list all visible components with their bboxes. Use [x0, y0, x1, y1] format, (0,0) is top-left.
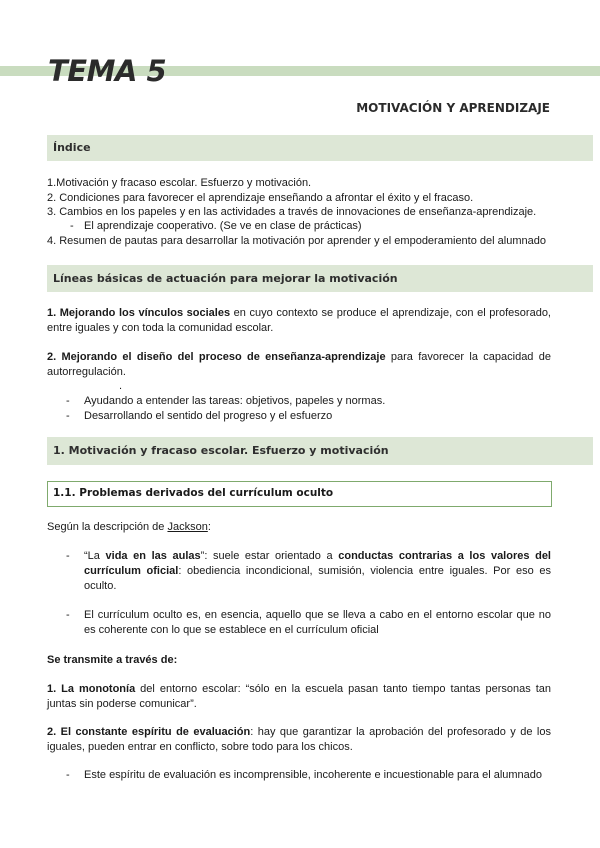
b1-part-b: vida en las aulas [105, 550, 201, 562]
section-indice [47, 135, 593, 161]
index-item-4: 4. Resumen de pautas para desarrollar la motivación por aprender y el empoderamiento del alumnado [47, 235, 546, 247]
lineas-p2-text: para favorecer la capacidad de autorregulación. [47, 351, 551, 378]
evaluacion-bold: 2. El constante espíritu de evaluación [47, 726, 251, 738]
evaluacion-text: : hay que garantizar la aprobación del profesorado y de los iguales, pueden entrar en conflicto, sobre todo para los chicos. [47, 726, 551, 753]
jackson-link[interactable]: Jackson [167, 521, 208, 533]
bullet-dash: - [66, 550, 70, 562]
section-1-title: 1. Motivación y fracaso escolar. Esfuerzo y motivación [53, 444, 389, 457]
section-lineas [47, 265, 593, 292]
b1-part-e: : obediencia incondicional, sumisión, violencia entre iguales. Por eso es oculto. [84, 565, 551, 592]
subsection-1-1 [47, 481, 552, 507]
bullet-dash: - [66, 769, 70, 781]
monotonia-paragraph [47, 682, 551, 712]
bullet-dash: - [66, 609, 70, 621]
b1-part-a: “La [84, 550, 106, 562]
lineas-bullet-dash: - [66, 410, 70, 422]
subsection-1-1-title: 1.1. Problemas derivados del currículum oculto [53, 487, 334, 499]
lineas-p2-bold: 2. Mejorando el diseño del proceso de enseñanza-aprendizaje [47, 351, 386, 363]
hidden-curriculum-bullet-1 [84, 549, 551, 594]
lineas-paragraph-2 [47, 350, 551, 380]
lineas-bullet-dash: - [66, 395, 70, 407]
b1-part-c: ”: suele estar orientado a [200, 550, 339, 562]
lineas-p1-text: en cuyo contexto se produce el aprendizaje, con el profesorado, entre iguales y con toda la comunidad escolar. [47, 307, 551, 334]
lineas-bullet-1: Ayudando a entender las tareas: objetivos, papeles y normas. [84, 395, 386, 407]
lineas-dot: . [119, 380, 123, 392]
section-1 [47, 437, 593, 465]
page-subtitle: MOTIVACIÓN Y APRENDIZAJE [356, 101, 550, 115]
lineas-p1-bold: 1. Mejorando los vínculos sociales [47, 307, 231, 319]
lineas-bullet-2: Desarrollando el sentido del progreso y el esfuerzo [84, 410, 333, 422]
index-item-dash: - [70, 220, 74, 232]
section-indice-title: Índice [53, 141, 91, 154]
jackson-intro [47, 520, 211, 535]
jackson-intro-prefix: Según la descripción de [47, 521, 168, 533]
transmite-heading: Se transmite a través de: [47, 654, 178, 666]
page-title: TEMA 5 [48, 54, 167, 88]
jackson-intro-suffix: : [207, 521, 211, 533]
index-item-1: 1.Motivación y fracaso escolar. Esfuerzo y motivación. [47, 177, 312, 189]
index-item-3: 3. Cambios en los papeles y en las actividades a través de innovaciones de enseñanza-aprendizaje. [47, 206, 537, 218]
section-lineas-title: Líneas básicas de actuación para mejorar la motivación [53, 272, 398, 285]
monotonia-text: del entorno escolar: “sólo en la escuela pasan tanto tiempo tantas personas tan juntas sin poderse comunicar”. [47, 683, 552, 710]
index-item-3-sub: El aprendizaje cooperativo. (Se ve en clase de prácticas) [84, 220, 362, 232]
monotonia-bold: 1. La monotonía [47, 683, 136, 695]
evaluacion-paragraph [47, 725, 551, 755]
lineas-paragraph-1 [47, 306, 551, 336]
hidden-curriculum-bullet-2: El currículum oculto es, en esencia, aquello que se lleva a cabo en el entorno escolar que no es coherente con lo que se establece en el currículum oficial [84, 609, 551, 636]
index-item-2: 2. Condiciones para favorecer el aprendizaje enseñando a afrontar el éxito y el fracaso. [47, 192, 474, 204]
b1-part-d: conductas contrarias a los valores del currículum oficial [84, 550, 551, 577]
evaluacion-bullet: Este espíritu de evaluación es incomprensible, incoherente e incuestionable para el alumnado [84, 769, 543, 781]
